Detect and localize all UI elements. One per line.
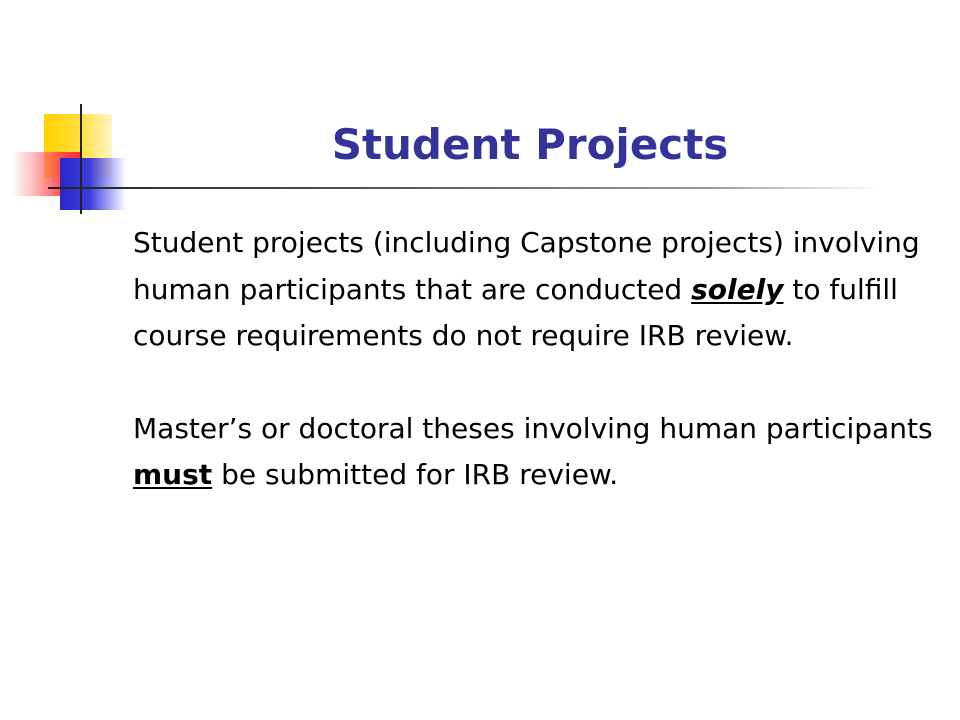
slide-body: [133, 220, 933, 499]
paragraph-text: be submitted for IRB review.: [212, 458, 619, 491]
emphasis-must: must: [133, 458, 213, 491]
paragraph-student-projects: [133, 220, 933, 360]
paragraph-text: Student projects (including Capstone projects) involving human participants that are conducted: [133, 226, 920, 306]
paragraph-text: Master’s or doctoral theses involving human participants: [133, 411, 933, 445]
vertical-rule: [80, 104, 82, 214]
slide-title: Student Projects: [331, 120, 729, 169]
emphasis-solely: solely: [691, 272, 784, 306]
title-underline-rule: [48, 187, 878, 189]
paragraph-theses: [133, 406, 933, 499]
paragraph-text: to fulfill course requirements do not require IRB review.: [133, 272, 898, 352]
blue-square-decoration: [60, 158, 126, 210]
